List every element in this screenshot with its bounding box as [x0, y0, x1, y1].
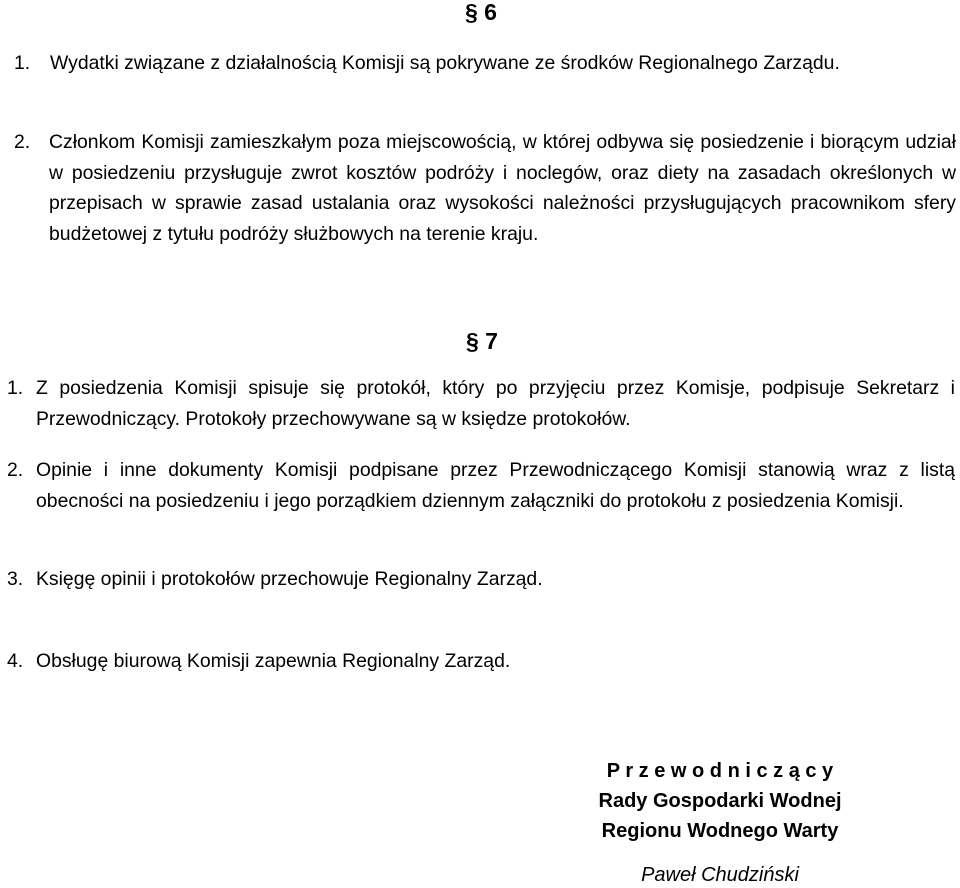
paragraph-number: 2.: [14, 131, 31, 153]
paragraph-number: 4.: [7, 650, 24, 672]
paragraph-text: Z posiedzenia Komisji spisuje się protokół, który po przyjęciu przez Komisje, podpisuje Sekretarz i Przewodniczący. Protokoły przechowywane są w księdze protokołów.: [36, 377, 955, 430]
section-7-title: § 7: [466, 328, 498, 354]
signature-body-line-1: Rady Gospodarki Wodnej: [598, 790, 842, 812]
signature-block: [560, 756, 880, 846]
section-7-paragraph-3: [7, 564, 955, 595]
signature-body-line-2: Regionu Wodnego Warty: [601, 820, 839, 842]
section-6-paragraph-1: [14, 48, 954, 79]
section-6-title: § 6: [465, 0, 497, 25]
signatory-name: Paweł Chudziński: [641, 864, 799, 886]
paragraph-text: Obsługę biurową Komisji zapewnia Regionalny Zarząd.: [36, 650, 511, 672]
paragraph-number: 1.: [7, 377, 24, 399]
paragraph-number: 3.: [7, 568, 24, 590]
paragraph-text: Wydatki związane z działalnością Komisji są pokrywane ze środków Regionalnego Zarządu.: [50, 52, 840, 74]
paragraph-number: 1.: [14, 52, 31, 74]
paragraph-text: Opinie i inne dokumenty Komisji podpisane przez Przewodniczącego Komisji stanowią wraz z listą obecności na posiedzeniu i jego porządkiem dziennym załączniki do protokołu z posiedzenia Komisji.: [36, 459, 955, 512]
signature-role: P r z e w o d n i c z ą c y: [606, 760, 834, 782]
section-6-paragraph-2: [14, 127, 956, 249]
section-7-paragraph-1: [7, 373, 955, 434]
section-7-paragraph-4: [7, 646, 955, 677]
paragraph-text: Księgę opinii i protokołów przechowuje Regionalny Zarząd.: [36, 568, 543, 590]
paragraph-number: 2.: [7, 459, 24, 481]
paragraph-text: Członkom Komisji zamieszkałym poza miejscowością, w której odbywa się posiedzenie i biorącym udział w posiedzeniu przysługuje zwrot kosztów podróży i noclegów, oraz diety na zasadach określonych w przepisach w sprawie zasad ustalania oraz wysokości należności przysługujących pracownikom sfery budżetowej z tytułu podróży służbowych na terenie kraju.: [49, 131, 956, 245]
section-7-paragraph-2: [7, 455, 955, 516]
